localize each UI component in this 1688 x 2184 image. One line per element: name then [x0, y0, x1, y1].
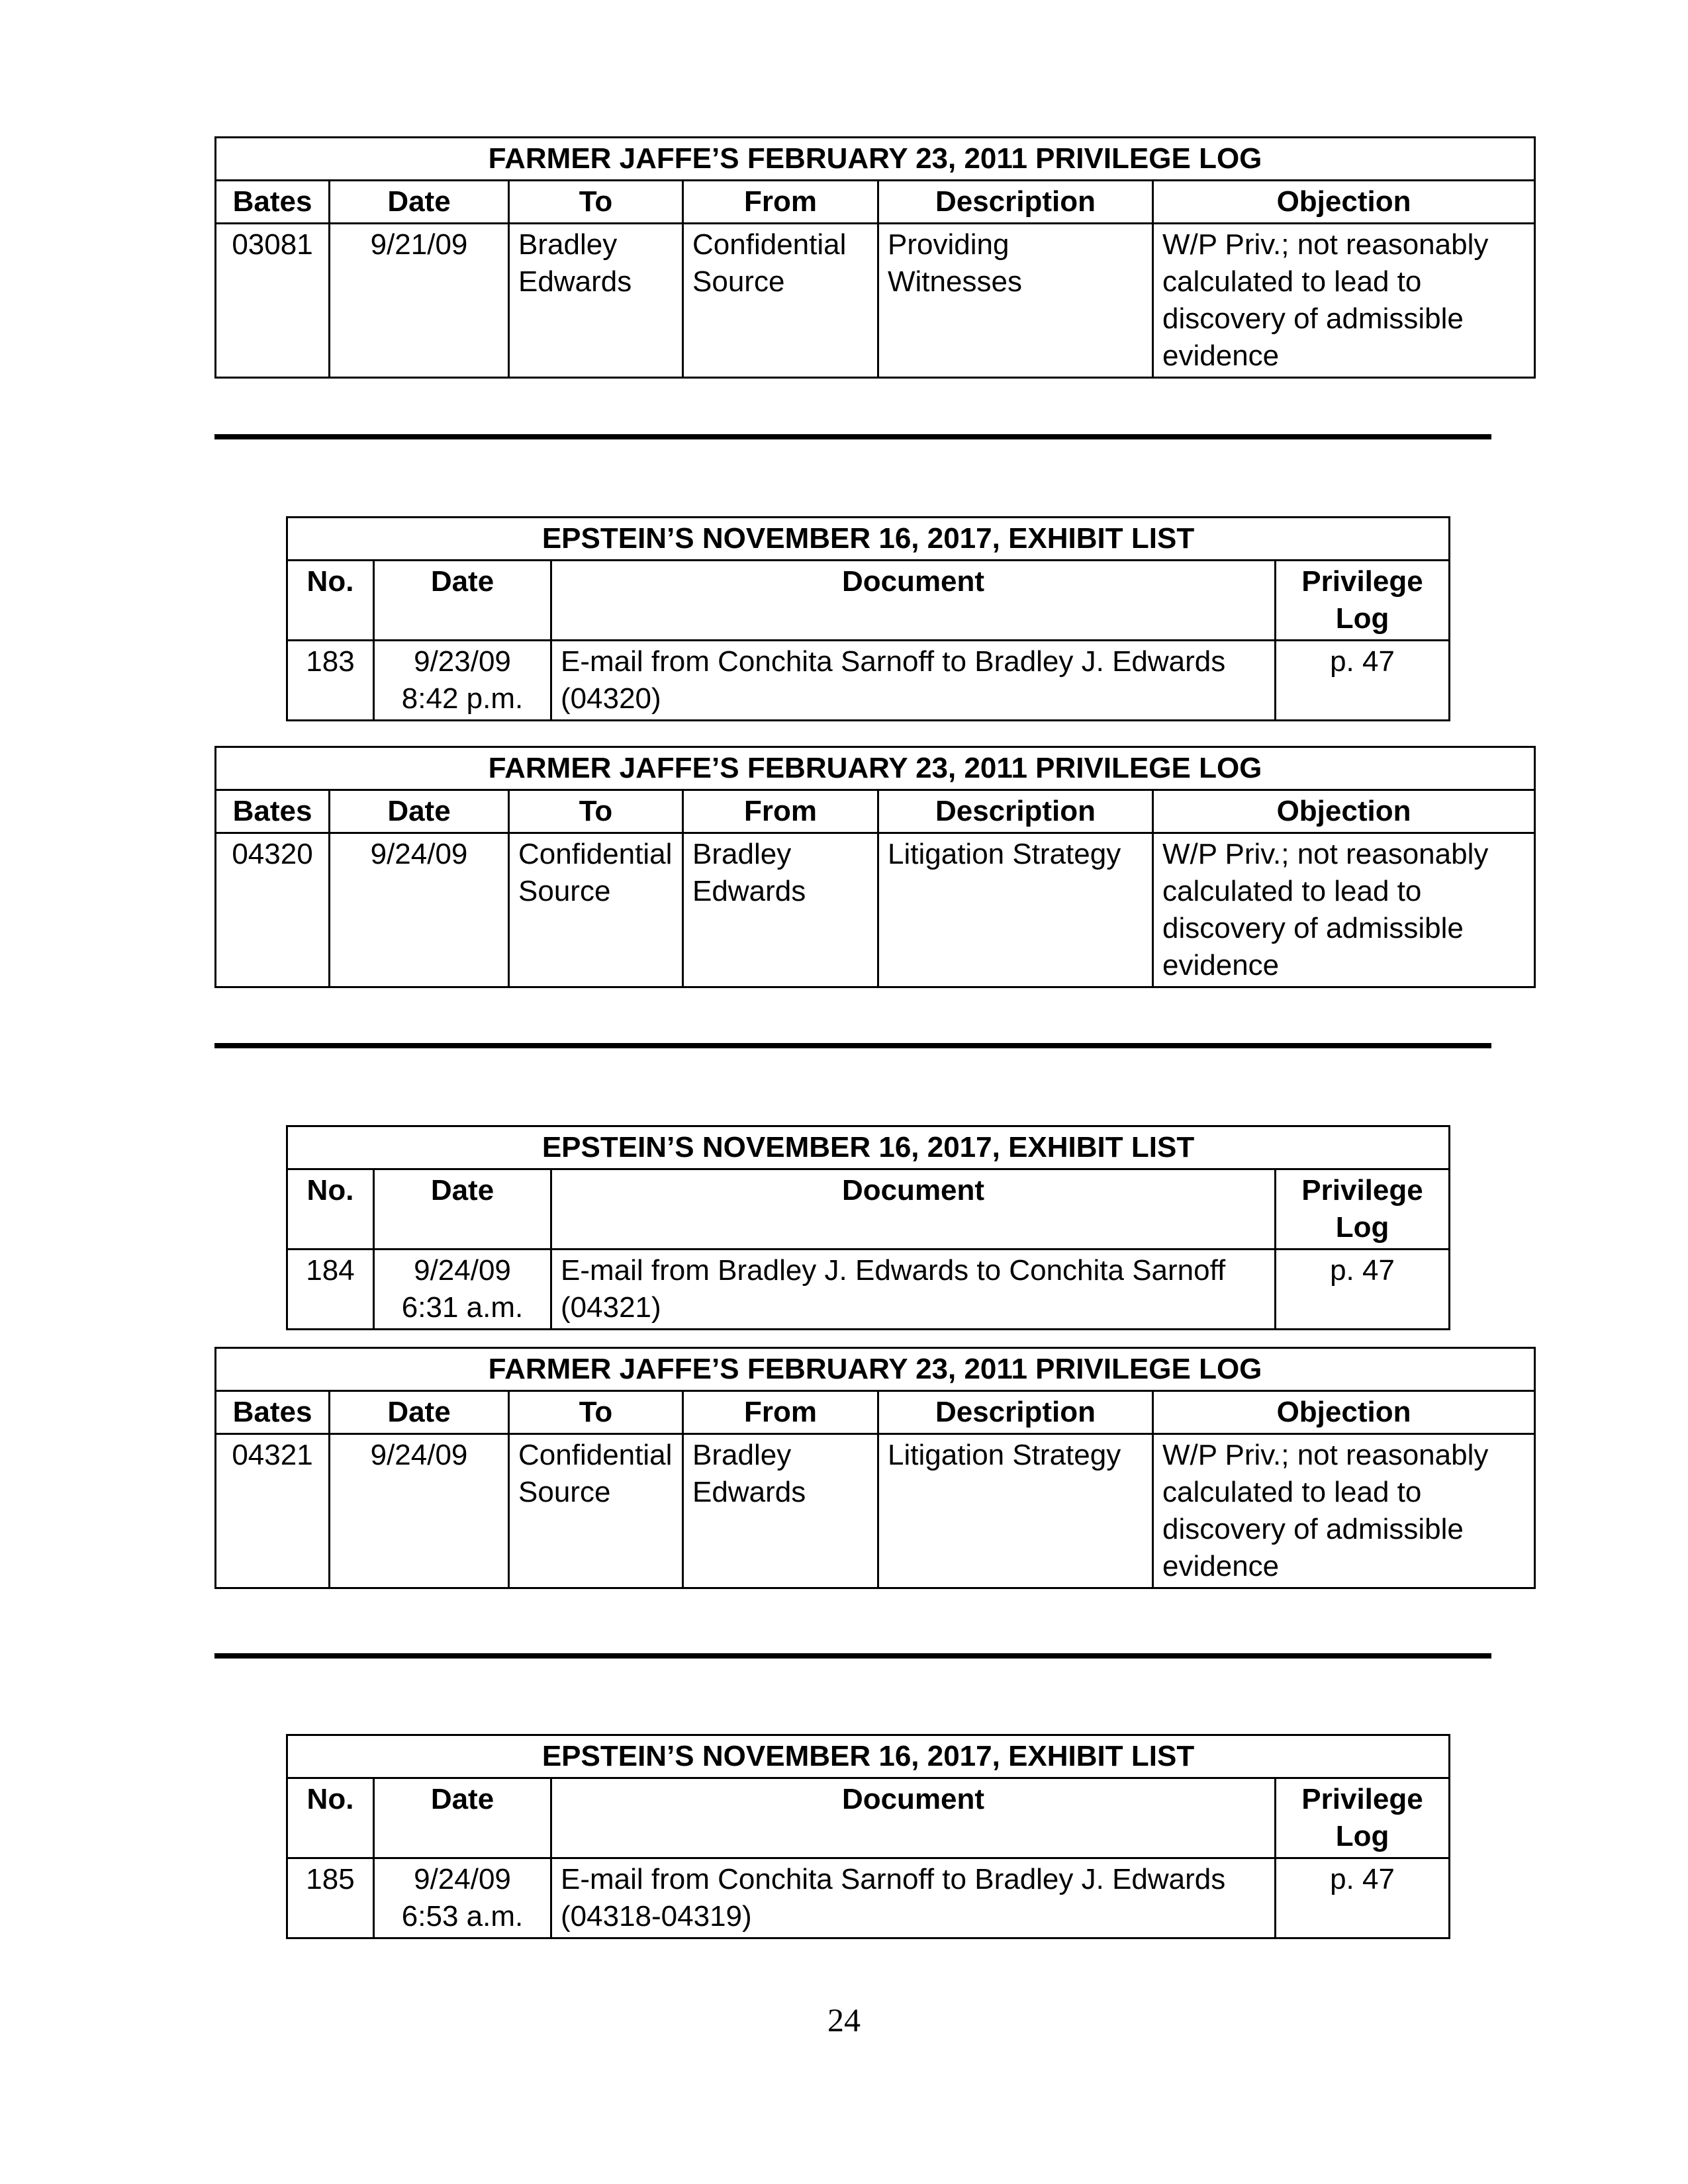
cell-description: Providing Witnesses — [878, 224, 1153, 378]
cell-date: 9/24/09 — [330, 833, 509, 987]
section-divider — [214, 1653, 1491, 1659]
table-row — [287, 1250, 1450, 1330]
section-divider — [214, 434, 1491, 439]
cell-document: E-mail from Conchita Sarnoff to Bradley J. Edwards (04318-04319) — [551, 1858, 1276, 1938]
cell-objection: W/P Priv.; not reasonably calculated to lead to discovery of admissible evidence — [1153, 1434, 1535, 1588]
exhibit-list-table-3 — [286, 1734, 1450, 1939]
cell-privilege-log: p. 47 — [1276, 1858, 1450, 1938]
cell-privilege-log: p. 47 — [1276, 641, 1450, 721]
privilege-log-table-3 — [214, 1347, 1536, 1589]
column-header-document: Document — [551, 1778, 1276, 1858]
cell-no: 185 — [287, 1858, 374, 1938]
cell-to: Confidential Source — [509, 1434, 683, 1588]
column-header-bates: Bates — [216, 181, 330, 224]
column-header-description: Description — [878, 790, 1153, 833]
column-header-date: Date — [374, 1169, 551, 1250]
cell-from: Confidential Source — [683, 224, 878, 378]
column-header-to: To — [509, 181, 683, 224]
table-row — [216, 224, 1535, 378]
privilege-log-table-2 — [214, 746, 1536, 988]
column-header-privilege-log: Privilege Log — [1276, 1778, 1450, 1858]
exhibit-list-table-1 — [286, 516, 1450, 721]
table-row — [287, 1858, 1450, 1938]
section-divider — [214, 1043, 1491, 1048]
table-title: EPSTEIN’S NOVEMBER 16, 2017, EXHIBIT LIST — [287, 1735, 1450, 1778]
column-header-to: To — [509, 1391, 683, 1434]
cell-date: 9/23/09 8:42 p.m. — [374, 641, 551, 721]
table-row — [216, 833, 1535, 987]
table-row — [216, 1434, 1535, 1588]
column-header-privilege-log: Privilege Log — [1276, 561, 1450, 641]
cell-bates: 04320 — [216, 833, 330, 987]
cell-no: 183 — [287, 641, 374, 721]
column-header-date: Date — [374, 1778, 551, 1858]
cell-bates: 04321 — [216, 1434, 330, 1588]
table-title: FARMER JAFFE’S FEBRUARY 23, 2011 PRIVILEGE LOG — [216, 138, 1535, 181]
column-header-objection: Objection — [1153, 790, 1535, 833]
table-row — [287, 641, 1450, 721]
cell-from: Bradley Edwards — [683, 1434, 878, 1588]
cell-document: E-mail from Conchita Sarnoff to Bradley J. Edwards (04320) — [551, 641, 1276, 721]
cell-objection: W/P Priv.; not reasonably calculated to lead to discovery of admissible evidence — [1153, 224, 1535, 378]
cell-privilege-log: p. 47 — [1276, 1250, 1450, 1330]
cell-date: 9/24/09 6:53 a.m. — [374, 1858, 551, 1938]
cell-description: Litigation Strategy — [878, 1434, 1153, 1588]
page-number: 24 — [827, 2001, 861, 2038]
column-header-date: Date — [330, 1391, 509, 1434]
column-header-date: Date — [330, 790, 509, 833]
column-header-description: Description — [878, 1391, 1153, 1434]
column-header-from: From — [683, 1391, 878, 1434]
cell-objection: W/P Priv.; not reasonably calculated to lead to discovery of admissible evidence — [1153, 833, 1535, 987]
column-header-to: To — [509, 790, 683, 833]
column-header-bates: Bates — [216, 790, 330, 833]
table-title: EPSTEIN’S NOVEMBER 16, 2017, EXHIBIT LIST — [287, 1126, 1450, 1169]
column-header-bates: Bates — [216, 1391, 330, 1434]
column-header-from: From — [683, 790, 878, 833]
column-header-date: Date — [374, 561, 551, 641]
cell-from: Bradley Edwards — [683, 833, 878, 987]
column-header-objection: Objection — [1153, 181, 1535, 224]
cell-date: 9/21/09 — [330, 224, 509, 378]
cell-no: 184 — [287, 1250, 374, 1330]
table-title: FARMER JAFFE’S FEBRUARY 23, 2011 PRIVILEGE LOG — [216, 747, 1535, 790]
exhibit-list-table-2 — [286, 1125, 1450, 1330]
column-header-date: Date — [330, 181, 509, 224]
privilege-log-table-1 — [214, 136, 1536, 379]
column-header-objection: Objection — [1153, 1391, 1535, 1434]
cell-to: Confidential Source — [509, 833, 683, 987]
column-header-privilege-log: Privilege Log — [1276, 1169, 1450, 1250]
table-title: EPSTEIN’S NOVEMBER 16, 2017, EXHIBIT LIST — [287, 518, 1450, 561]
column-header-no: No. — [287, 561, 374, 641]
cell-to: Bradley Edwards — [509, 224, 683, 378]
cell-bates: 03081 — [216, 224, 330, 378]
table-title: FARMER JAFFE’S FEBRUARY 23, 2011 PRIVILEGE LOG — [216, 1348, 1535, 1391]
cell-description: Litigation Strategy — [878, 833, 1153, 987]
cell-date: 9/24/09 6:31 a.m. — [374, 1250, 551, 1330]
column-header-from: From — [683, 181, 878, 224]
column-header-no: No. — [287, 1169, 374, 1250]
column-header-document: Document — [551, 1169, 1276, 1250]
column-header-description: Description — [878, 181, 1153, 224]
column-header-no: No. — [287, 1778, 374, 1858]
cell-date: 9/24/09 — [330, 1434, 509, 1588]
column-header-document: Document — [551, 561, 1276, 641]
cell-document: E-mail from Bradley J. Edwards to Conchita Sarnoff (04321) — [551, 1250, 1276, 1330]
